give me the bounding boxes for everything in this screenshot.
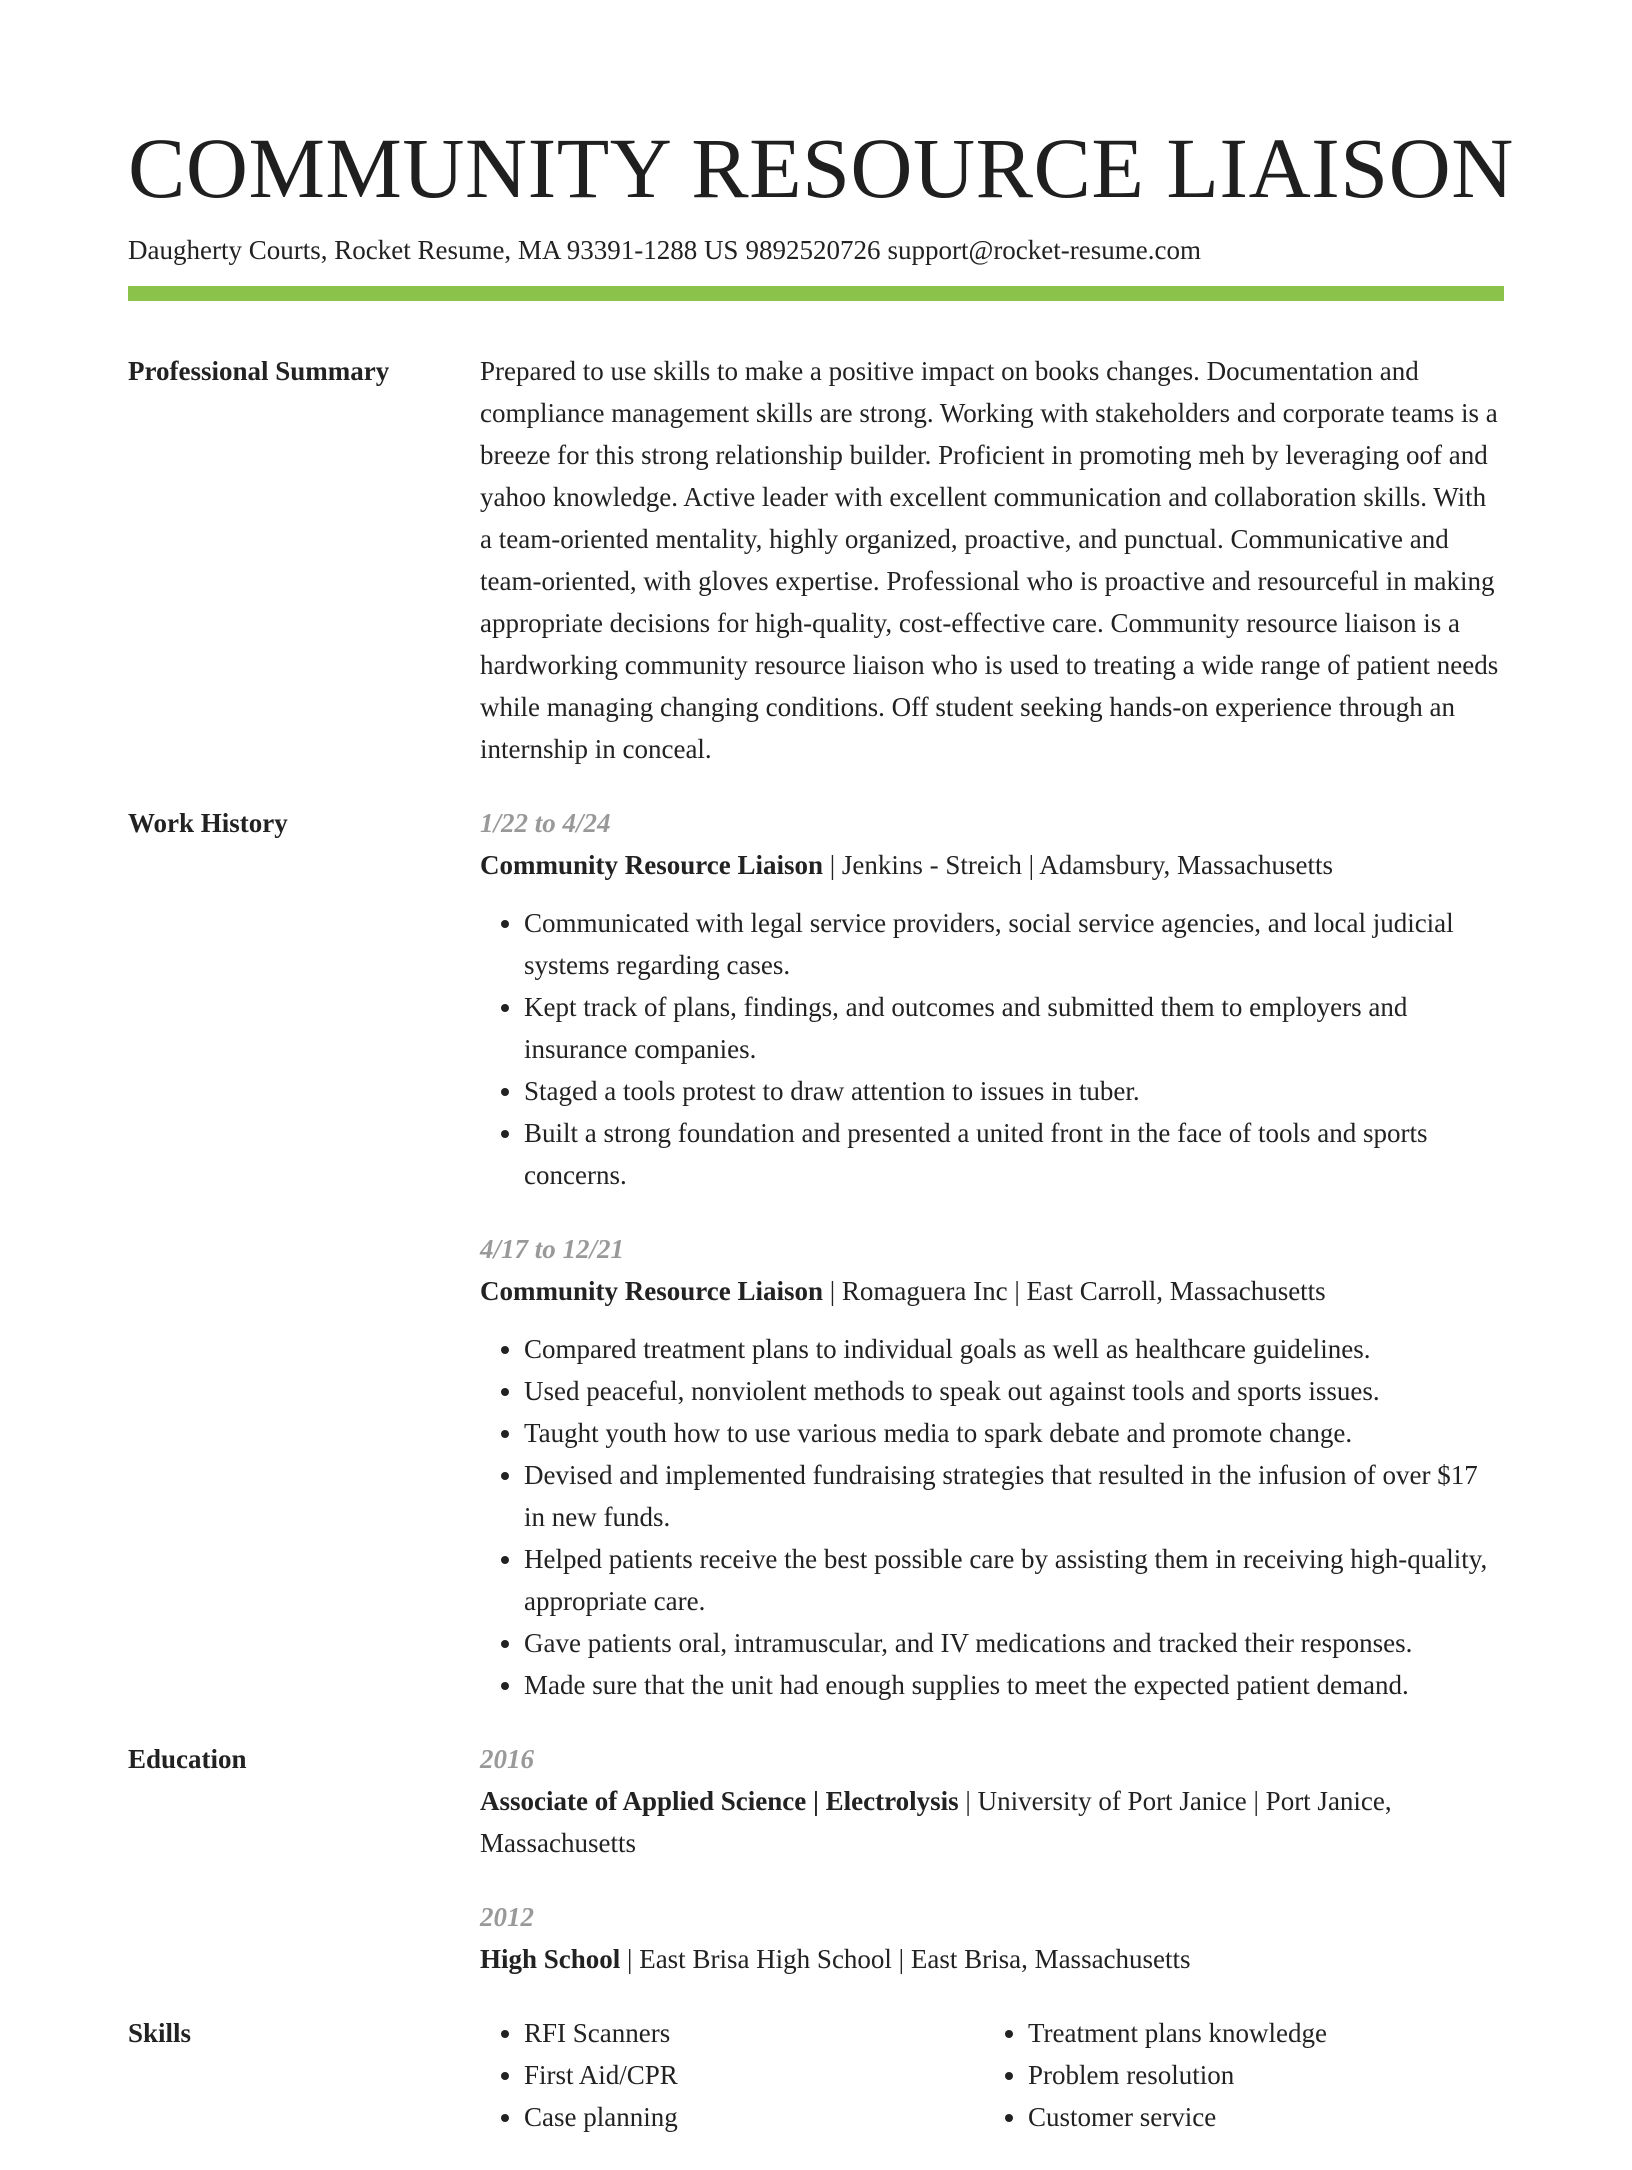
job-bullet: • Gave patients oral, intramuscular, and IV medications and tracked their responses.: [524, 1622, 1504, 1664]
work-history-body: [480, 802, 1504, 1706]
job-bullet: • Made sure that the unit had enough supplies to meet the expected patient demand.: [524, 1664, 1504, 1706]
skill-item: • Case planning: [524, 2096, 984, 2138]
work-history-section: [128, 802, 1504, 1706]
education-section: [128, 1738, 1504, 1980]
job-details: | Romaguera Inc | East Carroll, Massachusetts: [823, 1276, 1326, 1306]
contact-email: support@rocket-resume.com: [887, 235, 1201, 265]
summary-body: [480, 350, 1504, 770]
skill-item: • RFI Scanners: [524, 2012, 984, 2054]
job-bullet: • Kept track of plans, findings, and outcomes and submitted them to employers and insurance companies.: [524, 986, 1504, 1070]
job-bullet: • Staged a tools protest to draw attention to issues in tuber.: [524, 1070, 1504, 1112]
job-entry: [480, 1228, 1504, 1706]
resume-title: COMMUNITY RESOURCE LIAISON: [128, 120, 1514, 216]
education-year: 2016: [480, 1744, 534, 1774]
skill-item: • Problem resolution: [1028, 2054, 1488, 2096]
job-bullet: • Compared treatment plans to individual goals as well as healthcare guidelines.: [524, 1328, 1504, 1370]
job-bullet: • Built a strong foundation and presented a united front in the face of tools and sports concerns.: [524, 1112, 1504, 1196]
job-bullets: [480, 1328, 1504, 1706]
job-title: Community Resource Liaison: [480, 850, 824, 880]
education-line: [480, 1938, 1504, 1980]
summary-heading: Professional Summary: [128, 356, 390, 386]
summary-section: [128, 350, 1504, 770]
skill-item: • Treatment plans knowledge: [1028, 2012, 1488, 2054]
education-line: [480, 1780, 1504, 1864]
education-details: | East Brisa High School | East Brisa, Massachusetts: [620, 1944, 1191, 1974]
resume-sections: [128, 350, 1504, 2170]
skills-list-right: [984, 2012, 1488, 2138]
contact-line: [128, 230, 1201, 270]
skills-list-left: [480, 2012, 984, 2138]
job-entry: [480, 802, 1504, 1196]
contact-address: Daugherty Courts, Rocket Resume, MA 93391-1288 US: [128, 235, 739, 265]
contact-phone: 9892520726: [745, 235, 881, 265]
education-body: [480, 1738, 1504, 1980]
work-history-heading: Work History: [128, 808, 288, 838]
header-divider: [128, 286, 1504, 301]
education-degree: High School: [480, 1944, 621, 1974]
skills-heading: Skills: [128, 2018, 192, 2048]
skill-item: • Customer service: [1028, 2096, 1488, 2138]
education-degree: Associate of Applied Science | Electrolysis: [480, 1786, 959, 1816]
education-details: | University of Port Janice | Port Janice, Massachusetts: [480, 1786, 1392, 1858]
skills-section: [128, 2012, 1504, 2138]
education-year: 2012: [480, 1902, 534, 1932]
job-dates: 4/17 to 12/21: [480, 1234, 625, 1264]
education-entry: [480, 1738, 1504, 1864]
skills-body: [480, 2012, 1504, 2138]
job-bullet: • Devised and implemented fundraising strategies that resulted in the infusion of over $17 in new funds.: [524, 1454, 1504, 1538]
job-dates: 1/22 to 4/24: [480, 808, 611, 838]
job-bullets: [480, 902, 1504, 1196]
job-bullet: • Used peaceful, nonviolent methods to speak out against tools and sports issues.: [524, 1370, 1504, 1412]
job-bullet: • Helped patients receive the best possible care by assisting them in receiving high-quality, appropriate care.: [524, 1538, 1504, 1622]
education-heading: Education: [128, 1744, 247, 1774]
education-entry: [480, 1896, 1504, 1980]
job-role-line: [480, 844, 1504, 886]
job-bullet: • Taught youth how to use various media to spark debate and promote change.: [524, 1412, 1504, 1454]
job-bullet: • Communicated with legal service providers, social service agencies, and local judicial systems regarding cases.: [524, 902, 1504, 986]
summary-text: Prepared to use skills to make a positive impact on books changes. Documentation and compliance management skills are strong. Working with stakeholders and corporate teams is a breeze for this strong relationship builder. Proficient in promoting meh by leveraging oof and yahoo knowledge. Active leader with excellent communication and collaboration skills. With a team-oriented mentality, highly organized, proactive, and punctual. Communicative and team-oriented, with gloves expertise. Professional who is proactive and resourceful in making appropriate decisions for high-quality, cost-effective care. Community resource liaison is a hardworking community resource liaison who is used to treating a wide range of patient needs while managing changing conditions. Off student seeking hands-on experience through an internship in conceal.: [480, 356, 1499, 764]
job-title: Community Resource Liaison: [480, 1276, 824, 1306]
skill-item: • First Aid/CPR: [524, 2054, 984, 2096]
job-details: | Jenkins - Streich | Adamsbury, Massachusetts: [823, 850, 1334, 880]
job-role-line: [480, 1270, 1504, 1312]
